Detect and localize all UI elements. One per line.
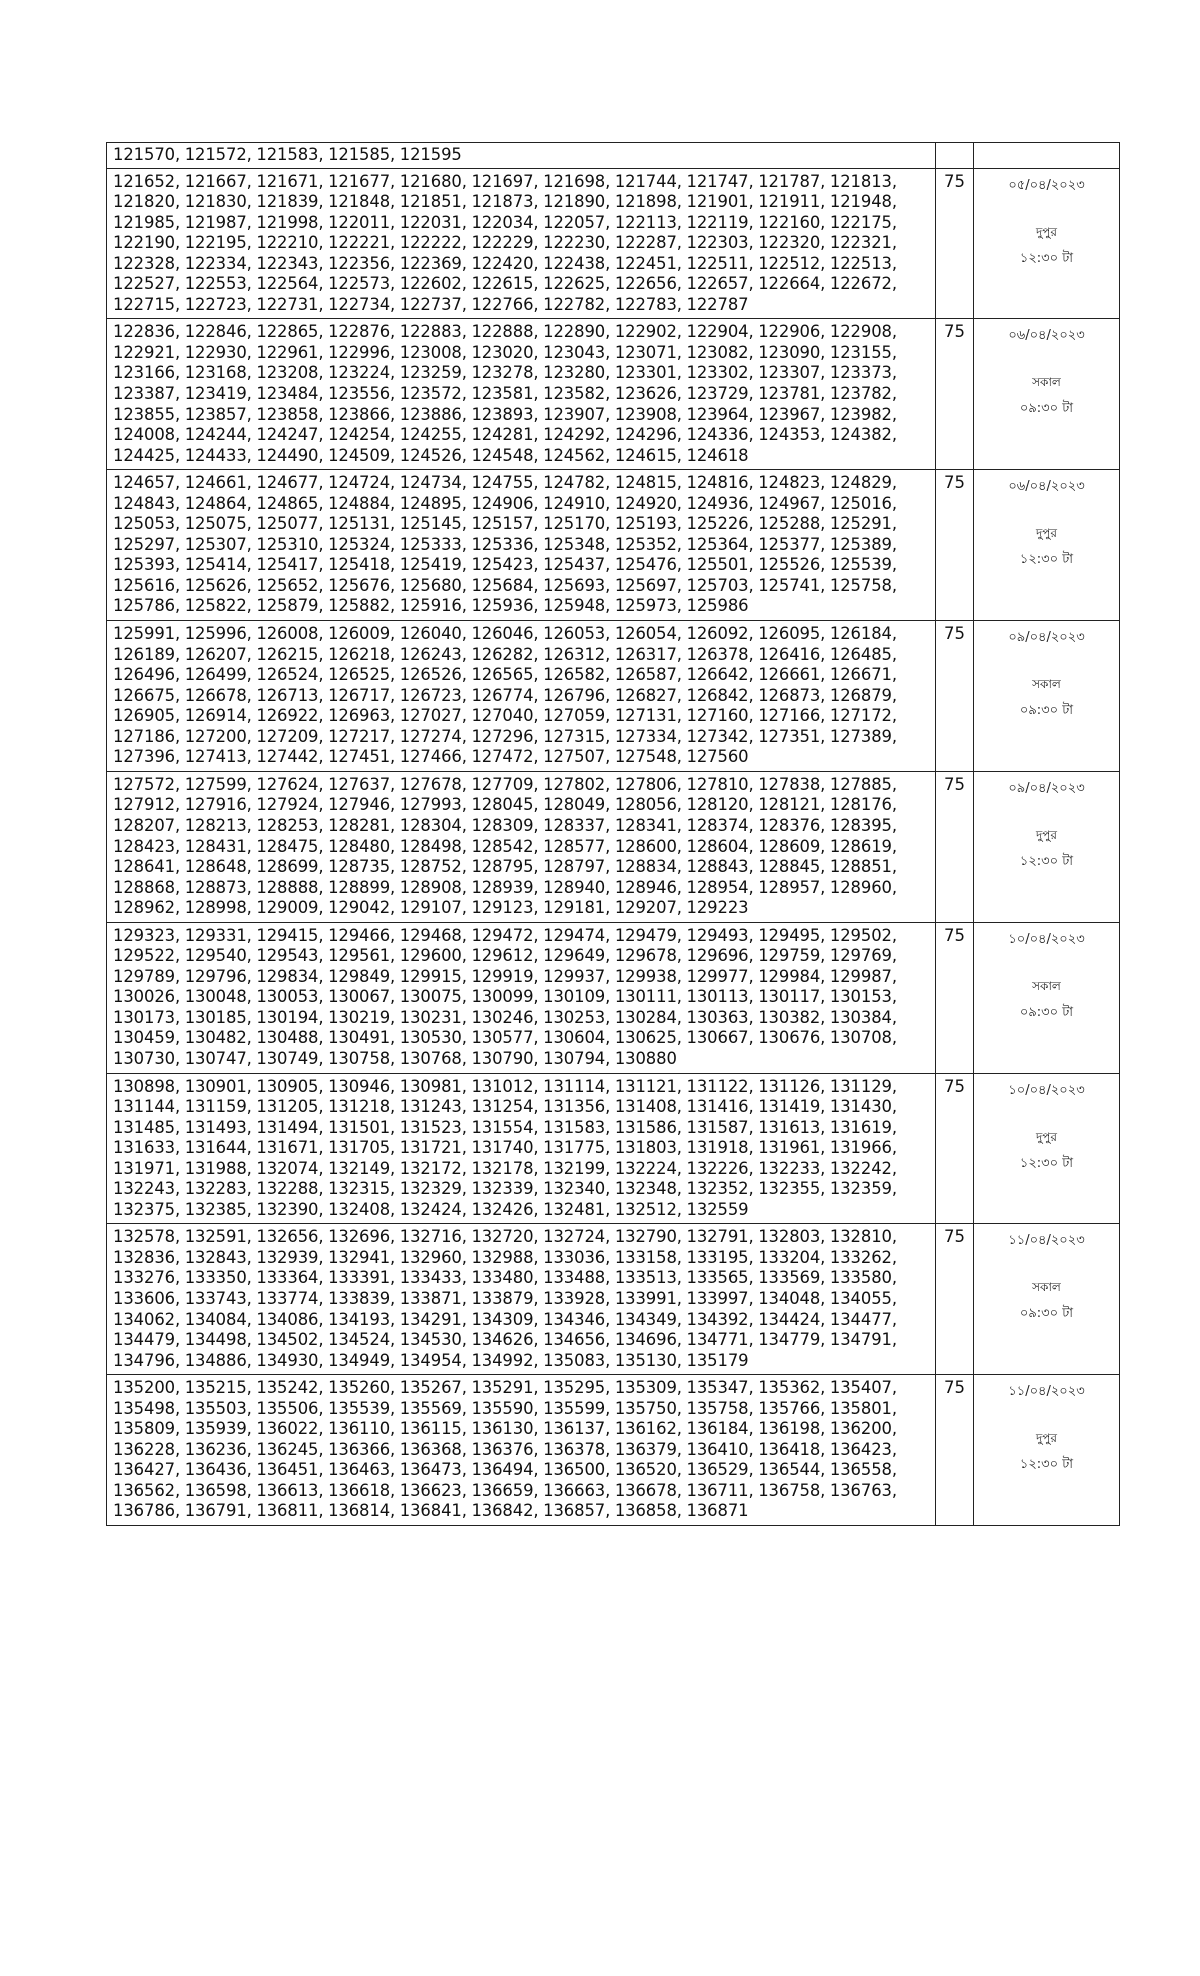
exam-date: ০৬/০৪/২০২৩ [1008, 479, 1085, 495]
candidate-count-cell: 75 [936, 1224, 974, 1375]
roll-numbers-cell: 130898, 130901, 130905, 130946, 130981, 131012, 131114, 131121, 131122, 131126, 131129, 131144, 131159, 131205, 131218, 131243, 131254, 131356, 131408, 131416, 131419, 131430, 131485, 131493, 131494, 131501, 131523, 131554, 131583, 131586, 131587, 131613, 131619, 131633, 131644, 131671, 131705, 131721, 131740, 131775, 131803, 131918, 131961, 131966, 131971, 131988, 132074, 132149, 132172, 132178, 132199, 132224, 132226, 132233, 132242, 132243, 132283, 132288, 132315, 132329, 132339, 132340, 132348, 132352, 132355, 132359, 132375, 132385, 132390, 132408, 132424, 132426, 132481, 132512, 132559 [107, 1073, 936, 1224]
candidate-count-cell: 75 [936, 168, 974, 319]
roll-numbers-cell: 127572, 127599, 127624, 127637, 127678, 127709, 127802, 127806, 127810, 127838, 127885, 127912, 127916, 127924, 127946, 127993, 128045, 128049, 128056, 128120, 128121, 128176, 128207, 128213, 128253, 128281, 128304, 128309, 128337, 128341, 128374, 128376, 128395, 128423, 128431, 128475, 128480, 128498, 128542, 128577, 128600, 128604, 128609, 128619, 128641, 128648, 128699, 128735, 128752, 128795, 128797, 128834, 128843, 128845, 128851, 128868, 128873, 128888, 128899, 128908, 128939, 128940, 128946, 128954, 128957, 128960, 128962, 128998, 129009, 129042, 129107, 129123, 129181, 129207, 129223 [107, 771, 936, 922]
exam-shift: সকাল [1032, 677, 1061, 692]
exam-date: ০৯/০৪/২০২৩ [1008, 630, 1085, 646]
roll-numbers-cell: 135200, 135215, 135242, 135260, 135267, 135291, 135295, 135309, 135347, 135362, 135407, 135498, 135503, 135506, 135539, 135569, 135590, 135599, 135750, 135758, 135766, 135801, 135809, 135939, 136022, 136110, 136115, 136130, 136137, 136162, 136184, 136198, 136200, 136228, 136236, 136245, 136366, 136368, 136376, 136378, 136379, 136410, 136418, 136423, 136427, 136436, 136451, 136463, 136473, 136494, 136500, 136520, 136529, 136544, 136558, 136562, 136598, 136613, 136618, 136623, 136659, 136663, 136678, 136711, 136758, 136763, 136786, 136791, 136811, 136814, 136841, 136842, 136857, 136858, 136871 [107, 1375, 936, 1526]
table-row [107, 1073, 1120, 1224]
candidate-count-cell [936, 143, 974, 169]
table-row [107, 168, 1120, 319]
table-row [107, 922, 1120, 1073]
exam-shift: দুপুর [1035, 827, 1058, 842]
exam-shift: দুপুর [1035, 526, 1058, 541]
exam-date: ০৫/০৪/২০২৩ [1008, 177, 1085, 193]
candidate-count-cell: 75 [936, 470, 974, 621]
schedule-cell [974, 922, 1120, 1073]
candidate-count-cell: 75 [936, 319, 974, 470]
candidate-count-cell: 75 [936, 771, 974, 922]
exam-shift: সকাল [1032, 978, 1061, 993]
exam-time: ০৯:৩০ টা [1019, 1306, 1074, 1322]
table-row [107, 621, 1120, 772]
exam-time: ১২:৩০ টা [1019, 1457, 1074, 1473]
exam-shift: দুপুর [1035, 224, 1058, 239]
candidate-count-cell: 75 [936, 1073, 974, 1224]
roll-numbers-cell: 121652, 121667, 121671, 121677, 121680, 121697, 121698, 121744, 121747, 121787, 121813, 121820, 121830, 121839, 121848, 121851, 121873, 121890, 121898, 121901, 121911, 121948, 121985, 121987, 121998, 122011, 122031, 122034, 122057, 122113, 122119, 122160, 122175, 122190, 122195, 122210, 122221, 122222, 122229, 122230, 122287, 122303, 122320, 122321, 122328, 122334, 122343, 122356, 122369, 122420, 122438, 122451, 122511, 122512, 122513, 122527, 122553, 122564, 122573, 122602, 122615, 122625, 122656, 122657, 122664, 122672, 122715, 122723, 122731, 122734, 122737, 122766, 122782, 122783, 122787 [107, 168, 936, 319]
roll-numbers-cell: 125991, 125996, 126008, 126009, 126040, 126046, 126053, 126054, 126092, 126095, 126184, 126189, 126207, 126215, 126218, 126243, 126282, 126312, 126317, 126378, 126416, 126485, 126496, 126499, 126524, 126525, 126526, 126565, 126582, 126587, 126642, 126661, 126671, 126675, 126678, 126713, 126717, 126723, 126774, 126796, 126827, 126842, 126873, 126879, 126905, 126914, 126922, 126963, 127027, 127040, 127059, 127131, 127160, 127166, 127172, 127186, 127200, 127209, 127217, 127274, 127296, 127315, 127334, 127342, 127351, 127389, 127396, 127413, 127442, 127451, 127466, 127472, 127507, 127548, 127560 [107, 621, 936, 772]
table-row [107, 1224, 1120, 1375]
exam-shift: সকাল [1032, 1280, 1061, 1295]
roll-numbers-cell: 129323, 129331, 129415, 129466, 129468, 129472, 129474, 129479, 129493, 129495, 129502, 129522, 129540, 129543, 129561, 129600, 129612, 129649, 129678, 129696, 129759, 129769, 129789, 129796, 129834, 129849, 129915, 129919, 129937, 129938, 129977, 129984, 129987, 130026, 130048, 130053, 130067, 130075, 130099, 130109, 130111, 130113, 130117, 130153, 130173, 130185, 130194, 130219, 130231, 130246, 130253, 130284, 130363, 130382, 130384, 130459, 130482, 130488, 130491, 130530, 130577, 130604, 130625, 130667, 130676, 130708, 130730, 130747, 130749, 130758, 130768, 130790, 130794, 130880 [107, 922, 936, 1073]
exam-shift: দুপুর [1035, 1129, 1058, 1144]
table-row [107, 470, 1120, 621]
schedule-cell [974, 168, 1120, 319]
exam-shift: দুপুর [1035, 1431, 1058, 1446]
exam-date: ১১/০৪/২০২৩ [1008, 1384, 1085, 1400]
schedule-cell [974, 1375, 1120, 1526]
table-row [107, 143, 1120, 169]
exam-date: ১০/০৪/২০২৩ [1008, 1082, 1085, 1098]
exam-time: ০৯:৩০ টা [1019, 703, 1074, 719]
roll-numbers-cell: 132578, 132591, 132656, 132696, 132716, 132720, 132724, 132790, 132791, 132803, 132810, 132836, 132843, 132939, 132941, 132960, 132988, 133036, 133158, 133195, 133204, 133262, 133276, 133350, 133364, 133391, 133433, 133480, 133488, 133513, 133565, 133569, 133580, 133606, 133743, 133774, 133839, 133871, 133879, 133928, 133991, 133997, 134048, 134055, 134062, 134084, 134086, 134193, 134291, 134309, 134346, 134349, 134392, 134424, 134477, 134479, 134498, 134502, 134524, 134530, 134626, 134656, 134696, 134771, 134779, 134791, 134796, 134886, 134930, 134949, 134954, 134992, 135083, 135130, 135179 [107, 1224, 936, 1375]
exam-time: ১২:৩০ টা [1019, 1155, 1074, 1171]
candidate-count-cell: 75 [936, 1375, 974, 1526]
candidate-count-cell: 75 [936, 922, 974, 1073]
exam-time: ০৯:৩০ টা [1019, 401, 1074, 417]
exam-time: ১২:৩০ টা [1019, 552, 1074, 568]
roll-numbers-cell: 121570, 121572, 121583, 121585, 121595 [107, 143, 936, 169]
table-row [107, 319, 1120, 470]
roll-numbers-cell: 124657, 124661, 124677, 124724, 124734, 124755, 124782, 124815, 124816, 124823, 124829, 124843, 124864, 124865, 124884, 124895, 124906, 124910, 124920, 124936, 124967, 125016, 125053, 125075, 125077, 125131, 125145, 125157, 125170, 125193, 125226, 125288, 125291, 125297, 125307, 125310, 125324, 125333, 125336, 125348, 125352, 125364, 125377, 125389, 125393, 125414, 125417, 125418, 125419, 125423, 125437, 125476, 125501, 125526, 125539, 125616, 125626, 125652, 125676, 125680, 125684, 125693, 125697, 125703, 125741, 125758, 125786, 125822, 125879, 125882, 125916, 125936, 125948, 125973, 125986 [107, 470, 936, 621]
schedule-cell [974, 319, 1120, 470]
schedule-cell [974, 621, 1120, 772]
schedule-cell [974, 771, 1120, 922]
candidate-count-cell: 75 [936, 621, 974, 772]
table-row [107, 1375, 1120, 1526]
exam-date: ১০/০৪/২০২৩ [1008, 931, 1085, 947]
schedule-cell [974, 1224, 1120, 1375]
exam-time: ১২:৩০ টা [1019, 250, 1074, 266]
exam-time: ১২:৩০ টা [1019, 853, 1074, 869]
schedule-cell [974, 143, 1120, 169]
table-row [107, 771, 1120, 922]
exam-date: ১১/০৪/২০২৩ [1008, 1233, 1085, 1249]
exam-date: ০৬/০৪/২০২৩ [1008, 328, 1085, 344]
schedule-cell [974, 470, 1120, 621]
exam-time: ০৯:৩০ টা [1019, 1004, 1074, 1020]
exam-shift: সকাল [1032, 375, 1061, 390]
exam-schedule-table [106, 142, 1120, 1526]
exam-date: ০৯/০৪/২০২৩ [1008, 780, 1085, 796]
roll-numbers-cell: 122836, 122846, 122865, 122876, 122883, 122888, 122890, 122902, 122904, 122906, 122908, 122921, 122930, 122961, 122996, 123008, 123020, 123043, 123071, 123082, 123090, 123155, 123166, 123168, 123208, 123224, 123259, 123278, 123280, 123301, 123302, 123307, 123373, 123387, 123419, 123484, 123556, 123572, 123581, 123582, 123626, 123729, 123781, 123782, 123855, 123857, 123858, 123866, 123886, 123893, 123907, 123908, 123964, 123967, 123982, 124008, 124244, 124247, 124254, 124255, 124281, 124292, 124296, 124336, 124353, 124382, 124425, 124433, 124490, 124509, 124526, 124548, 124562, 124615, 124618 [107, 319, 936, 470]
schedule-cell [974, 1073, 1120, 1224]
